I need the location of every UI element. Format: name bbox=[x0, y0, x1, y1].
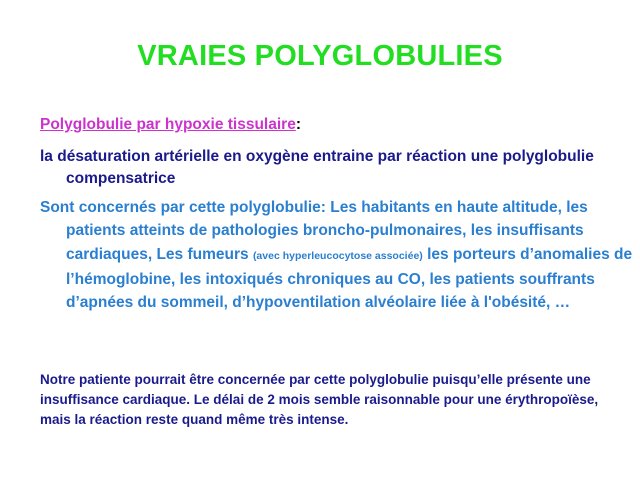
concern-small-note: (avec hyperleucocytose associée) bbox=[252, 249, 423, 262]
concerned-populations-paragraph bbox=[40, 196, 634, 314]
desaturation-paragraph: la désaturation artérielle en oxygène entraine par réaction une polyglobulie compensatrice bbox=[40, 148, 594, 187]
patient-note-paragraph: Notre patiente pourrait être concernée par cette polyglobulie puisqu’elle présente une insuffisance cardiaque. Le délai de 2 mois semble raisonnable pour une érythropoïèse, mais la réaction reste quand même très intense. bbox=[40, 372, 599, 427]
heading-colon: : bbox=[295, 116, 301, 133]
concern-text-part2: les porteurs d’anomalies de l’hémoglobine, les intoxiqués chroniques au CO, les patients souffrants d’apnées du sommeil, d’hypoventilation alvéolaire liée à l'obésité, … bbox=[66, 245, 633, 312]
concern-text-part1: Sont concernés par cette polyglobulie: Les habitants en haute altitude, les patients atteints de pathologies broncho-pulmonaires, les insuffisants cardiaques, Les fumeurs bbox=[40, 199, 588, 263]
heading-underlined-text: Polyglobulie par hypoxie tissulaire bbox=[40, 116, 296, 133]
section-heading bbox=[40, 116, 620, 134]
slide-title: VRAIES POLYGLOBULIES bbox=[137, 40, 503, 72]
